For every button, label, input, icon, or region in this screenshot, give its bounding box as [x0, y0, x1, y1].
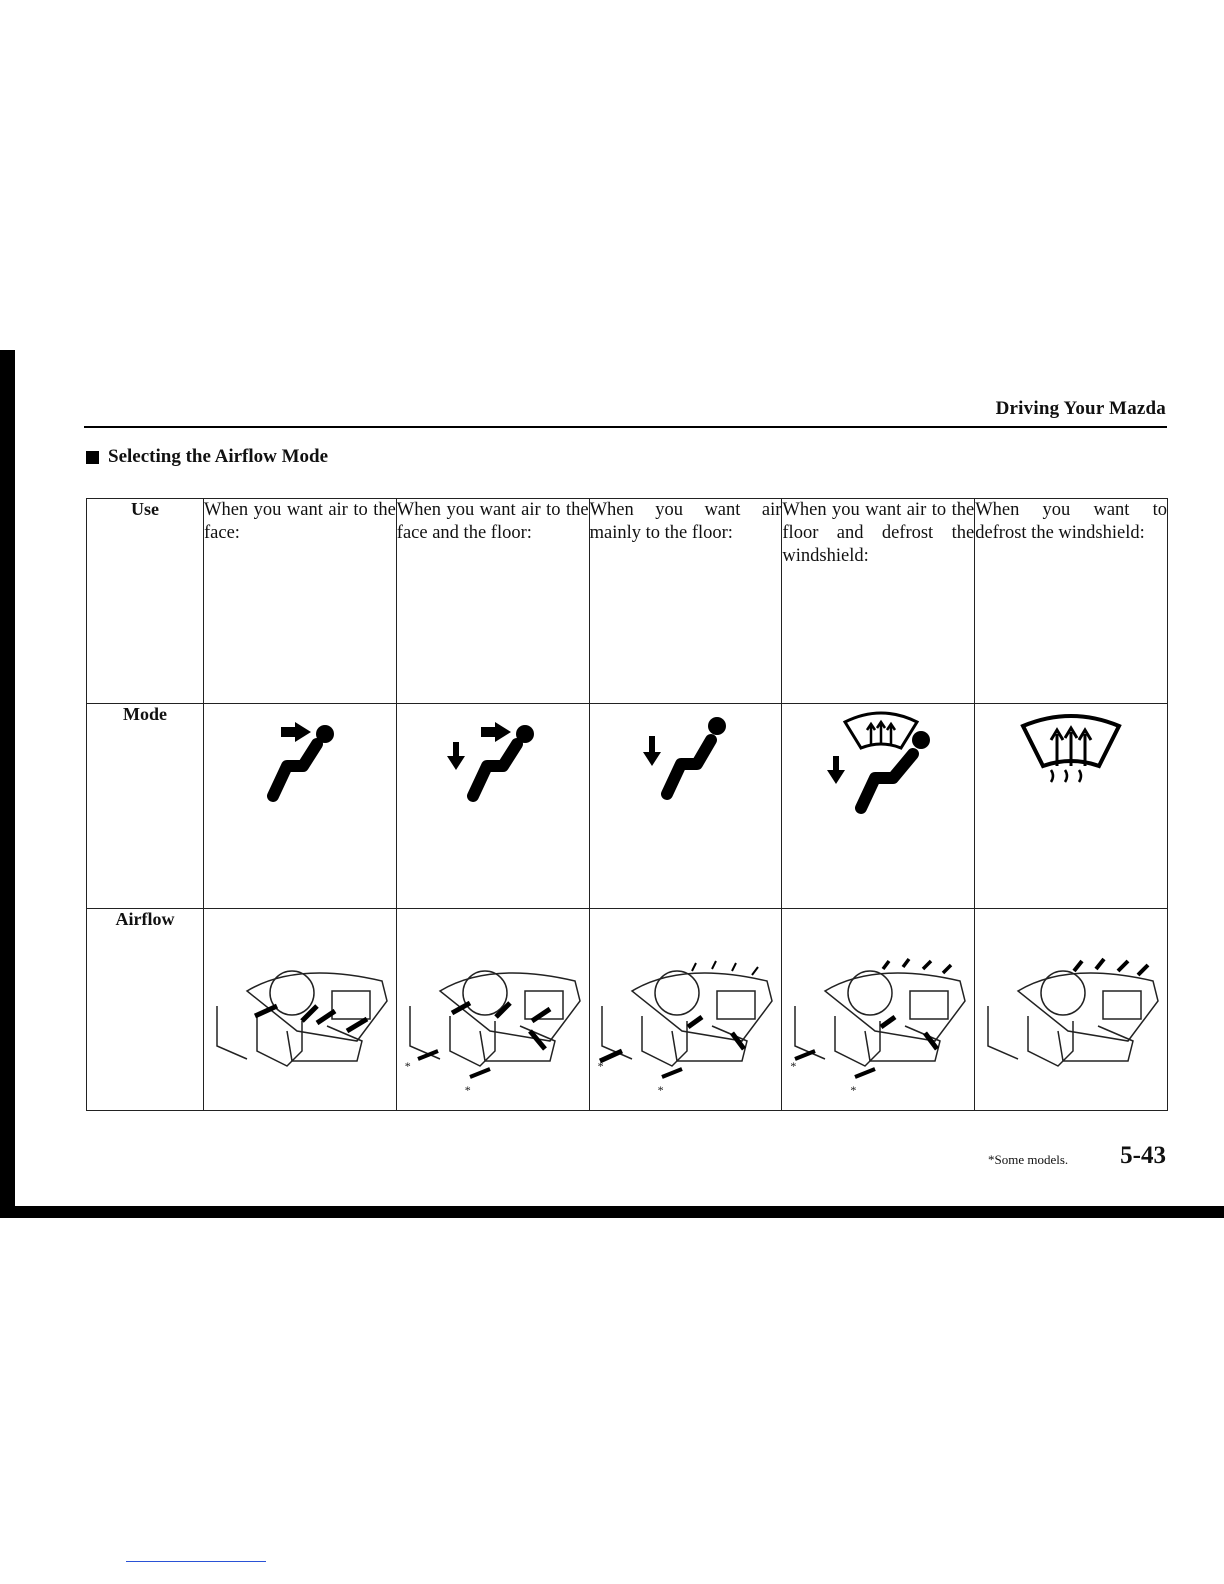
bi-level-mode-icon — [433, 704, 553, 814]
use-cell-floor-defrost: When you want air to the floor and defrost the windshield: — [782, 499, 975, 704]
footnote-marker: * — [597, 1059, 604, 1073]
square-bullet-icon — [86, 451, 99, 464]
use-cell-face-floor: When you want air to the face and the floor: — [396, 499, 589, 704]
airflow-row — [87, 909, 1168, 1111]
mode-cell-floor-defrost — [782, 704, 975, 909]
mode-cell-floor — [589, 704, 782, 909]
use-cell-face: When you want air to the face: — [204, 499, 397, 704]
footnote-marker: * — [404, 1059, 411, 1073]
use-cell-floor: When you want air mainly to the floor: — [589, 499, 782, 704]
footnote-marker: * — [790, 1059, 797, 1073]
mode-cell-face — [204, 704, 397, 909]
bottom-link-underline — [126, 1561, 266, 1562]
face-vent-mode-icon — [245, 704, 355, 814]
footnote-some-models: *Some models. — [988, 1152, 1069, 1167]
use-row — [87, 499, 1168, 704]
floor-mode-icon — [625, 704, 745, 814]
mode-cell-face-floor — [396, 704, 589, 909]
row-label-airflow: Airflow — [87, 909, 204, 1111]
airflow-cell-floor — [589, 909, 782, 1111]
dashboard-airflow-defrost-illustration — [978, 931, 1164, 1081]
footnote-marker: * — [464, 1083, 471, 1097]
page-number: 5-43 — [1120, 1142, 1166, 1169]
section-heading — [86, 446, 328, 468]
airflow-cell-floor-defrost — [782, 909, 975, 1111]
use-cell-defrost: When you want to defrost the windshield: — [975, 499, 1168, 704]
left-edge-bar — [0, 350, 15, 1218]
header-rule — [84, 426, 1167, 428]
floor-defrost-mode-icon — [813, 704, 943, 824]
mode-cell-defrost — [975, 704, 1168, 909]
dashboard-airflow-face-floor-illustration — [400, 931, 586, 1081]
defrost-mode-icon — [1011, 704, 1131, 794]
dashboard-airflow-floor-illustration — [592, 931, 778, 1081]
footnote-marker: * — [657, 1083, 664, 1097]
airflow-mode-table — [86, 498, 1168, 1111]
airflow-arrow — [255, 1006, 277, 1016]
mode-row — [87, 704, 1168, 909]
airflow-cell-face — [204, 909, 397, 1111]
row-label-mode: Mode — [87, 704, 204, 909]
airflow-cell-face-floor — [396, 909, 589, 1111]
section-title: Selecting the Airflow Mode — [108, 446, 329, 467]
bottom-edge-bar — [0, 1206, 1224, 1218]
dashboard-airflow-face-illustration — [207, 931, 393, 1081]
running-header-title: Driving Your Mazda — [995, 398, 1166, 419]
dashboard-airflow-floor-defrost-illustration — [785, 931, 971, 1081]
footnote-marker: * — [850, 1083, 857, 1097]
airflow-cell-defrost — [975, 909, 1168, 1111]
row-label-use: Use — [87, 499, 204, 704]
